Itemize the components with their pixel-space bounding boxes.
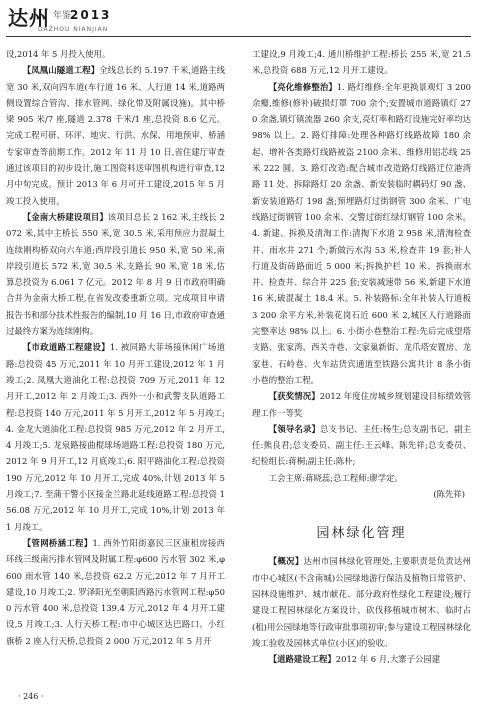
- paragraph: 【市政道路工程建设】1. 被同路大菲场接休闲广场道路:总投资 45 万元,2011 年 10 月开工建设,2012 年 1 月竣工;2. 凤凰大道油化工程:总投资 709 万元,2011 年 12 月开工,2012 年 2 月竣工;3. 西外一小和武警支队道路工程:总投资 140 万元,2011 年 5 月开工,2012 年 5 月竣工;4. 金龙大道油化工程:总投资 985 万元,2012 年 2 月开工,4 月竣工;5. 龙泉路接曲棍球场道路工程:总投资 180 万元,2012 年 9 月开工,12 月底竣工;6. 阳平路油化工程:总投资 190 万元,2012 年 10 月开工,完成 40%,计划 2013 年 5 月竣工;7. 至蒲干警小区接金兰路北延线道路工程:总投资 156.08 万元,2012 年 10 月开工,完成 10%,计划 2013 年 1 月竣工。: [6, 342, 226, 532]
- paragraph: 【凤凰山隧道工程】全线总长约 5.197 千米,道路主线宽 30 米,双向四车道(车行道 16 米、人行道 14 米,道路两侧设置综合管沟、排水管网、绿化带及附属设施)。其中桥梁 905 米/7 座,隧道 2.378 千米/1 座,总投资 8.6 亿元。完成工程可研、环评、地灾、行洪、水保、用地预审、桥涵专家审查等前期工作。2012 年 11 月 10 日,省住建厅审查通过该项目的初步设计,施工图资料送审图机构进行审查,12 月中旬完成。预计 2013 年 6 月可开工建设,2015 年 5 月竣工投入使用。: [6, 65, 225, 206]
- paragraph: 设,2014 年 5 月投入使用。: [6, 49, 111, 59]
- paragraph: 工建设,9 月竣工;4. 通川桥维护工程:桥长 255 米,宽 21.5 米,总投资 688 万元,12 月开工建设。: [252, 49, 471, 76]
- paragraph: 【领导名录】总支书记、主任:杨生;总支副书记、副主任:熊良君;总支委员、副主任:王云峰、陈先祥;总支委员、纪检组长:蒋桐;副主任:陈朴;: [252, 423, 471, 467]
- section-tag: 【亮化维修整治】: [268, 81, 337, 92]
- page-number: · 246 ·: [18, 692, 44, 701]
- yearbook-logo: 达州: [8, 6, 50, 30]
- paragraph: 【管网桥涵工程】1. 西外竹阳街嘉民三区康租房接西环线三级南污排水管网及附属工程:φ600 污水管 302 米,φ600 雨水管 140 米,总投资 62.2 万元,2012 年 7 月开工建设,10 月竣工;2. 罗泽阳光至朝阳西路污水管网工程:φ500 污水管 400 米,总投资 139.4 万元,2012 年 4 月开工建设,5 月竣工;3. 人行天桥工程:市中心城区达巴路口、小红旗桥 2 座人行天桥,总投资 2 000 万元,2012 年 5 月开: [6, 537, 225, 646]
- paragraph: 【获奖情况】2012 年度住房城乡规划建设目标绩效管理工作一等奖: [252, 391, 471, 418]
- paragraph: 工会主席:蒋晓蕊;总工程师:廖学定。: [268, 472, 403, 483]
- running-header: [0, 0, 477, 46]
- paragraph: 【道路建设工程】2012 年 6 月,大寨子公园建: [268, 654, 441, 665]
- section-tag: 【市政道路工程建设】: [22, 342, 110, 353]
- paragraph: 【金南大桥建设项目】该项目总长 2 162 米,主线长 2 072 米,其中主桥长 550 米,宽 30.5 米,采用预应力混凝土连续刚构桥双向六车道;西岸段引道长 950 米,宽 50 米,南岸段引道长 572 米,宽 30.5 米,支路长 90 米,宽 18 米,估算总投资为 6.061 7 亿元。2012 年 8 月 9 日市政府明确合并为金南大桥工程,在省发改委重新立项。完成项目申请报告书和部分技术性报告的编制,10 月 16 日,市政府审查通过最终方案为连续刚构。: [6, 211, 226, 337]
- yearbook-year: 2013: [70, 8, 112, 22]
- section-tag: 【管网桥涵工程】: [22, 537, 93, 548]
- section-tag: 【获奖情况】: [268, 391, 320, 402]
- section-tag: 【金南大桥建设项目】: [22, 211, 108, 222]
- section-tag: 【凤凰山隧道工程】: [22, 65, 100, 76]
- author-signature: (陈先祥): [433, 489, 465, 500]
- header-rule: [6, 36, 471, 37]
- section-title: 园林绿化管理: [316, 526, 407, 542]
- right-column: [252, 46, 471, 667]
- section-tag: 【道路建设工程】: [268, 654, 336, 665]
- paragraph: 【概况】达州市园林绿化管理处,主要职责是负责达州市中心城区(不含南城)公园绿地游行保洁及植物日常管护、园林设施维护、城市献花、部分政府性绿化工程建设;履行建设工程园林绿化方案设计、砍伐移植城市树木、临时占(租)用公园绿地等行政审批事项初审;参与建设工程园林绿化竣工验收及园林式单位(小区)的验收。: [252, 556, 471, 648]
- yearbook-logo-english: DAZHOU NIANJIAN: [38, 26, 109, 33]
- section-tag: 【概况】: [268, 556, 304, 567]
- paragraph: 【亮化维修整治】1. 路灯维修:全年更换景观灯 3 200 余瓣,维修(修补)破损灯罩 700 余个;安置城市道路镇灯 270 余盏,镇灯镇流器 260 余支,亮灯率和路灯设施完好率均达 98% 以上。2. 路灯排障:处理各种路灯线路故障 180 余起、增补各类路灯线路被盗 2100 余米、维修用铝芯线 25 米 222 圆。3. 路灯改造:配合城市改造路灯线路迁位港湾路 11 处、拆除路灯 20 余盏、新安装临时耦码灯 90 盏、新安装道路灯 198 盏;预埋路灯过街钢管 300 余米、广电线路过街钢管 100 余米、交警过街红绿灯钢管 100 余米。4. 新建、拆换及清淘工作:清掏下水道 2 958 米,清淘检查井、雨水井 271 个;新做污水沟 53 米,检查井 19 套;补人行道及街砖路面近 5 000 米;拆换护栏 10 米、拆换雨水井、检查井、综合井 225 套;安装减速带 56 米,新建下水道 16 米,破混凝土 18.4 米。5. 补装路标:全年补装人行道板 3 200 余平方米,补装花岗石近 600 米 2,城区人行道路面完整率达 98% 以上。6. 小街小巷整治工程:先后完成望塔支路、张家湾、西关寺巷、文家巢新街、龙爪塔安置房、龙家巷、石岭巷、火车站货宾通道至铁路公寓共计 8 条小街小巷的整治工程。: [252, 81, 471, 385]
- yearbook-logo-suffix: 年鉴: [53, 11, 72, 21]
- section-tag: 【领导名录】: [268, 423, 321, 434]
- left-column: [6, 46, 225, 649]
